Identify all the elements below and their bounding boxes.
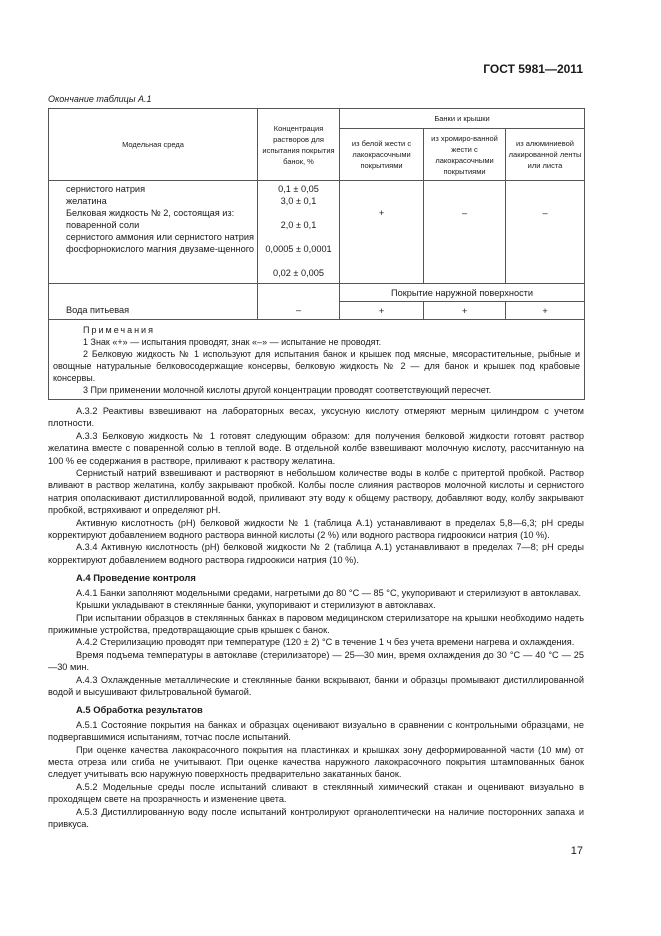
paragraph: А.4.2 Стерилизацию проводят при температуре (120 ± 2) °С в течение 1 ч без учета времени нагрева и охлаждения. — [76, 637, 575, 648]
concentration-value: 0,1 ± 0,05 — [278, 184, 319, 194]
component-item: поваренной соли — [66, 220, 140, 230]
paragraph: Крышки укладывают в стеклянные банки, укупоривают и стерилизуют в автоклавах. — [76, 600, 436, 611]
component-item: желатина — [66, 196, 107, 206]
water-concentration: – — [258, 302, 340, 320]
header-medium: Модельная среда — [49, 109, 258, 181]
header-cans-and-lids: Банки и крышки — [340, 109, 585, 129]
mark-chrome-tin: – — [424, 181, 506, 284]
paragraph: А.5.1 Состояние покрытия на банках и образцах оценивают визуально в сравнении с контрольными образцами, не подвергавшимися испытаниям, тотчас после испытаний. — [48, 719, 584, 743]
page-number: 17 — [570, 845, 583, 857]
header-white-tin: из белой жести с лакокрасочными покрытиями — [340, 129, 424, 181]
header-chrome-tin: из хромиро-ванной жести с лакокрасочными покрытиями — [424, 129, 506, 181]
document-body — [48, 405, 584, 830]
concentration-values — [258, 181, 340, 284]
model-media-table — [48, 108, 585, 400]
section-heading-a4: А.4 Проведение контроля — [76, 572, 196, 584]
paragraph: А.3.2 Реактивы взвешивают на лабораторных весах, уксусную кислоту отмеряют мерным цилиндром с учетом плотности. — [48, 406, 584, 429]
paragraph: Сернистый натрий взвешивают и растворяют в небольшом количестве воды в колбе с притертой пробкой. Раствор вливают в раствор желатина, колбу закрывают пробкой. Колбы после слияния растворов молочной кислоты и сернистого натрия ополаскивают дистиллированной водой, приливают эту воду к общему раствору, добавляют воду, колбу закрывают пробкой, встряхивают и определяют pH. — [48, 468, 584, 516]
note-3: 3 При применении молочной кислоты другой концентрации проводят соответствующий пересчет. — [83, 385, 492, 395]
mark-aluminium: – — [506, 181, 585, 284]
paragraph: Активную кислотность (pH) белковой жидкости № 1 (таблица А.1) устанавливают в пределах 5,8—6,3; pH среды корректируют добавлением водного раствора винной кислоты (2 %) или водного раствора гидроокиси натрия (10 %). — [48, 517, 584, 541]
paragraph: А.4.3 Охлажденные металлические и стеклянные банки вскрывают, банки и образцы промывают дистиллированной водой и высушивают фильтровальной бумагой. — [48, 674, 584, 697]
water-label: Вода питьевая — [49, 302, 258, 320]
header-concentration: Концентрация растворов для испытания покрытия банок, % — [258, 109, 340, 181]
notes-title: Примечания — [83, 325, 155, 335]
note-1: 1 Знак «+» — испытания проводят, знак «–» — испытание не проводят. — [83, 337, 382, 347]
note-2: 2 Белковую жидкость № 1 используют для испытания банок и крышек под мясные, мясорастительные, рыбные и овощные натуральные белковосодержащие консервы, белковую жидкость № 2 — для банок и крышек под крабовые консервы. — [53, 349, 581, 383]
header-aluminium: из алюминиевой лакированной ленты или листа — [506, 129, 585, 181]
standard-number: ГОСТ 5981—2011 — [483, 62, 583, 76]
component-item: сернистого аммония или сернистого натрия — [66, 232, 254, 242]
mark-white-tin: + — [340, 181, 424, 284]
component-item: фосфорнокислого магния двузаме-щенного — [66, 244, 254, 254]
paragraph: А.4.1 Банки заполняют модельными средами, нагретыми до 80 °С — 85 °С, укупоривают и стерилизуют в автоклавах. — [76, 587, 582, 598]
component-item: Белковая жидкость № 2, состоящая из: — [66, 208, 235, 218]
concentration-value: 0,0005 ± 0,0001 — [265, 244, 332, 254]
paragraph: А.3.3 Белковую жидкость № 1 готовят следующим образом: для получения белковой жидкости готовят раствор желатина вместе с поваренной солью в теплой воде. В отдельной колбе взвешивают молочную кислоту, рассчитанную на 100 % ее содержания в растворе, приливают к раствору желатина. — [48, 430, 584, 466]
paragraph: При оценке качества лакокрасочного покрытия на пластинках и крышках зону деформированной части (10 мм) от места отреза или сгиба не учитывают. При оценке качества наружного лакокрасочного покрытия штампованных банок следует учитывать всю наружную поверхность предварительно закатанных банок. — [48, 744, 584, 780]
concentration-value: 0,02 ± 0,005 — [272, 268, 325, 278]
water-mark-white-tin: + — [340, 302, 424, 320]
medium-components — [49, 181, 258, 284]
paragraph: А.3.4 Активную кислотность (pH) белковой жидкости № 2 (таблица А.1) устанавливают в пределах 7—8; pH среды корректируют добавлением водного раствора гидроокиси натрия (10 %). — [48, 542, 584, 565]
section-heading-a5: А.5 Обработка результатов — [76, 704, 203, 716]
table-notes — [49, 320, 585, 400]
paragraph: А.5.2 Модельные среды после испытаний сливают в стеклянный химический стакан и оценивают визуально в проходящем свете на прозрачность и изменение цвета. — [48, 781, 584, 805]
paragraph: Время подъема температуры в автоклаве (стерилизаторе) — 25—30 мин, время охлаждения до 30 °С — 40 °С — 25—30 мин. — [48, 649, 584, 673]
concentration-value: 3,0 ± 0,1 — [280, 196, 317, 206]
table-caption: Окончание таблицы А.1 — [48, 94, 152, 104]
component-item: сернистого натрия — [66, 184, 146, 194]
concentration-value: 2,0 ± 0,1 — [280, 220, 317, 230]
water-mark-aluminium: + — [506, 302, 585, 320]
paragraph: А.5.3 Дистиллированную воду после испытаний контролируют органолептически на наличие посторонних запаха и привкуса. — [48, 806, 584, 829]
outer-coating-caption: Покрытие наружной поверхности — [340, 284, 585, 302]
paragraph: При испытании образцов в стеклянных банках в паровом медицинском стерилизаторе на крышки необходимо надеть прижимные устройства, предотвращающие срыв крышек с банок. — [48, 612, 584, 635]
water-mark-chrome-tin: + — [424, 302, 506, 320]
